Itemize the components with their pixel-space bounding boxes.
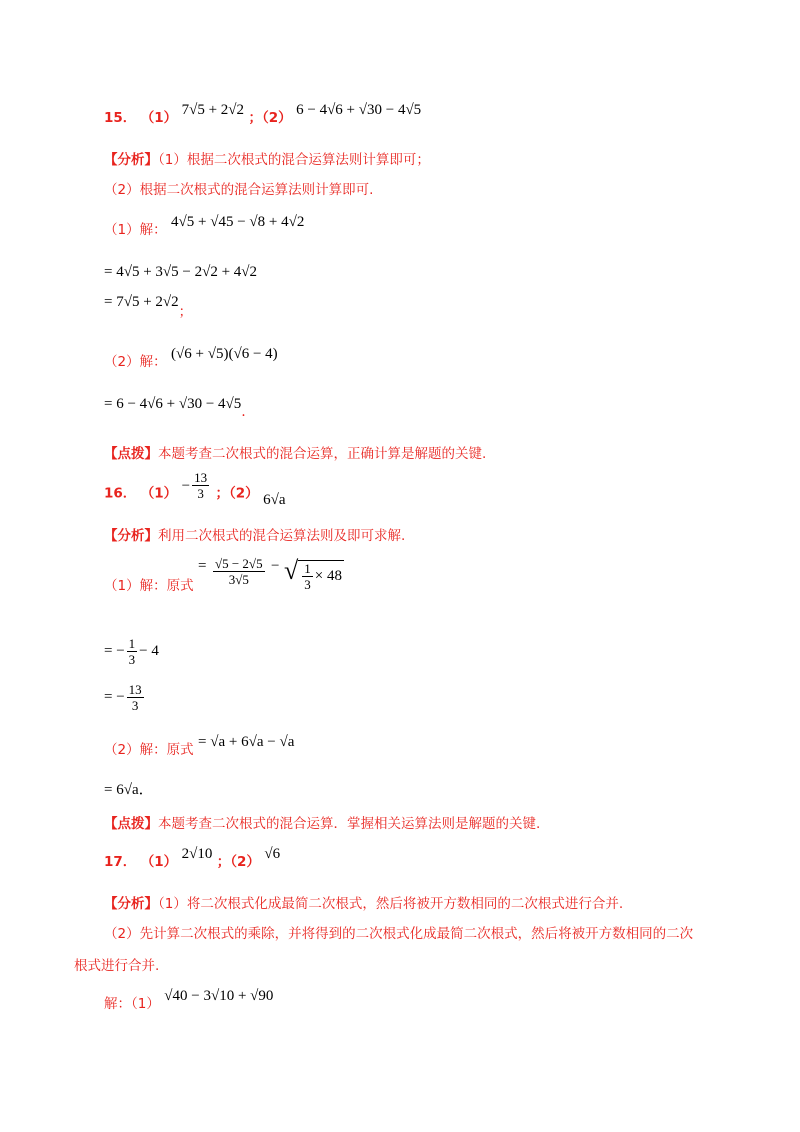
q17-answer1: 2√10: [181, 846, 213, 862]
q16-sol1-step1: [104, 636, 159, 676]
q16-step1-denominator: 3: [128, 652, 136, 667]
q16-comment-tag: 【点拨】: [104, 816, 158, 832]
q15-comment-text: 本题考查二次根式的混合运算，正确计算是解题的关键.: [158, 446, 487, 462]
q15-analysis-1: [104, 150, 430, 170]
q15-comment-tag: 【点拨】: [104, 446, 158, 462]
q16-comment: [104, 814, 540, 834]
q17-part1-label: （1）: [140, 854, 178, 870]
q17-sol-label: 解：（1）: [104, 996, 160, 1012]
q15-sol1-label: （1）解：: [104, 222, 167, 238]
q17-separator: ；（2）: [216, 854, 260, 870]
q16-sol2-label: （2）解：原式: [104, 742, 194, 758]
q16-sol1-inner-fraction: [302, 561, 313, 592]
q16-analysis-tag: 【分析】: [104, 528, 158, 544]
q15-answer1: 7√5 + 2√2: [181, 102, 245, 118]
q17-sol-expr: √40 − 3√10 + √90: [164, 988, 274, 1004]
q15-sol2-expr: (√6 + √5)(√6 − 4): [171, 346, 278, 362]
q17-solution: [104, 988, 274, 1014]
q16-step2-numerator: 13: [128, 682, 142, 697]
q15-answer-line: [104, 102, 422, 128]
q17-analysis-text-1: （1）将二次根式化成最简二次根式，然后将被开方数相同的二次根式进行合并.: [158, 896, 624, 912]
q15-solution-2: [104, 346, 278, 372]
q16-sol1-label: （1）解：原式: [104, 578, 194, 594]
q15-part1-label: （1）: [140, 110, 178, 126]
q16-sol2-expr: = √a + 6√a − √a: [198, 734, 295, 750]
q16-sol1-minus: −: [271, 558, 280, 574]
q16-sol2-step1: = 6√a: [104, 782, 139, 798]
q17-analysis-2a: （2）先计算二次根式的乘除，并将得到的二次根式化成最简二次根式，然后将被开方数相同的二次: [104, 926, 694, 942]
q16-minus: −: [181, 477, 191, 494]
q15-sol1-semicolon: ；: [178, 304, 193, 320]
q15-solution-1: [104, 214, 305, 240]
q15-separator: ；（2）: [248, 110, 292, 126]
q16-sol1-inner-numerator: 1: [304, 561, 311, 576]
q16-number: 16．: [104, 485, 137, 502]
q16-sol1-sqrt-content: [298, 560, 344, 592]
q16-sol1-numerator: √5 − 2√5: [214, 556, 263, 571]
q16-analysis-text: 利用二次根式的混合运算法则及即可求解.: [158, 528, 406, 544]
q16-solution-1: [104, 556, 344, 602]
q16-analysis: [104, 526, 405, 546]
q16-comment-text: 本题考查二次根式的混合运算．掌握相关运算法则是解题的关键.: [158, 816, 541, 832]
q16-sol1-inner-rest: × 48: [314, 567, 342, 584]
q16-sol1-fraction: [213, 556, 265, 587]
q17-analysis-tag: 【分析】: [104, 896, 158, 912]
q15-comment: [104, 444, 486, 464]
q16-answer2: 6√a: [263, 491, 286, 508]
q16-answer1-denominator: 3: [197, 486, 204, 501]
q17-analysis-1: [104, 894, 623, 914]
q15-number: 15．: [104, 110, 137, 126]
q16-separator: ；（2）: [215, 485, 259, 502]
q16-sol1-denominator: 3√5: [228, 572, 249, 587]
q16-sol2-end: ．: [138, 782, 154, 798]
q15-sol1-expr: 4√5 + √45 − √8 + 4√2: [171, 214, 305, 230]
q15-analysis-text-1: （1）根据二次根式的混合运算法则计算即可；: [158, 152, 430, 168]
q15-sol2-label: （2）解：: [104, 354, 167, 370]
q15-sol2-step1: = 6 − 4√6 + √30 − 4√5: [104, 396, 242, 412]
q17-number: 17．: [104, 854, 137, 870]
q15-sol1-step2: = 7√5 + 2√2: [104, 294, 179, 310]
q16-sol1-step2: [104, 682, 146, 722]
q15-analysis-tag: 【分析】: [104, 152, 158, 168]
q16-answer1-fraction: [192, 470, 209, 501]
q15-sol2-period: .: [241, 404, 246, 420]
q16-part1-label: （1）: [140, 485, 178, 502]
q15-sol2-step1-line: [104, 394, 246, 420]
q15-analysis-2: （2）根据二次根式的混合运算法则计算即可.: [104, 182, 374, 198]
q16-step1-prefix: = −: [104, 642, 125, 659]
q15-sol1-step1: = 4√5 + 3√5 − 2√2 + 4√2: [104, 264, 258, 280]
q16-step1-numerator: 1: [128, 636, 136, 651]
q16-sol2-step1-line: [104, 780, 154, 800]
q16-solution-2: [104, 734, 295, 760]
q15-answer2: 6 − 4√6 + √30 − 4√5: [296, 102, 422, 118]
q16-answer1-numerator: 13: [194, 470, 208, 485]
q16-sol1-sqrt-sign: √: [283, 556, 299, 585]
q15-sol1-step2-line: [104, 292, 193, 320]
q16-step1-rest: − 4: [139, 642, 159, 659]
q17-answer-line: [104, 846, 281, 872]
q16-sol1-inner-denominator: 3: [304, 577, 311, 592]
q16-step2-prefix: = −: [104, 688, 125, 705]
q16-step2-denominator: 3: [131, 698, 139, 713]
q16-answer-line: [104, 470, 286, 518]
q16-step1-fraction: [127, 636, 138, 667]
q17-answer2: √6: [264, 846, 281, 862]
q16-sol1-equals: =: [198, 558, 207, 574]
q17-analysis-2b: 根式进行合并.: [74, 958, 160, 974]
q16-step2-fraction: [127, 682, 144, 713]
